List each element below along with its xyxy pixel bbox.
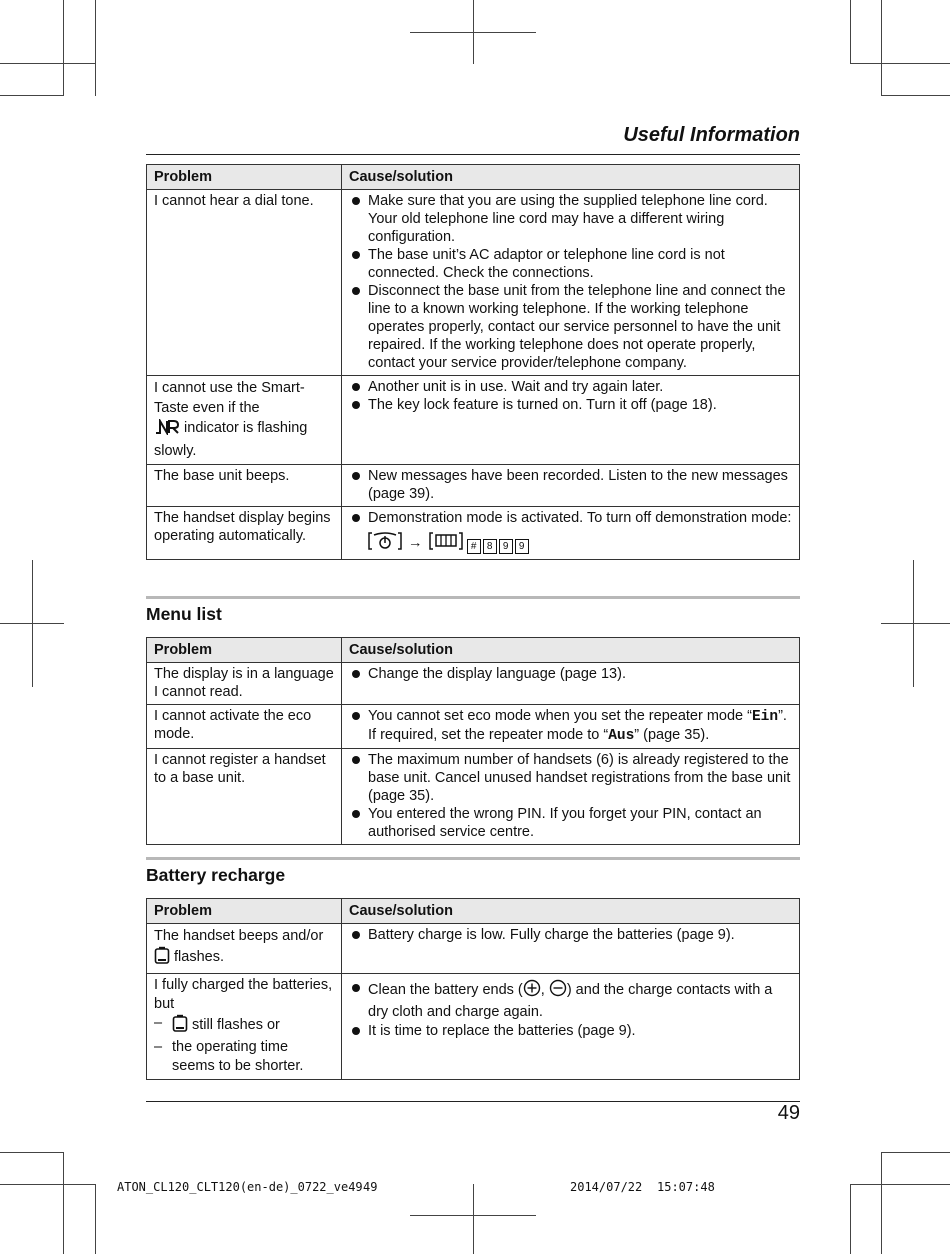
cause-column-header: Cause/solution xyxy=(342,899,800,924)
table-row xyxy=(147,507,800,560)
cause-item: New messages have been recorded. Listen to the new messages (page 39). xyxy=(349,467,792,503)
cause-item: Clean the battery ends ( , ) and the charge contacts with a dry cloth and charge again. xyxy=(349,979,792,1022)
cause-item: Battery charge is low. Fully charge the batteries (page 9). xyxy=(349,926,792,944)
cause-text: ” (page 35). xyxy=(634,727,710,743)
print-time: 15:07:48 xyxy=(657,1180,715,1194)
problem-sub-item: – the operating time seems to be shorter. xyxy=(154,1039,304,1074)
battery-recharge-title: Battery recharge xyxy=(146,865,286,885)
problem-cell: I cannot activate the eco mode. xyxy=(147,705,342,749)
table-row xyxy=(147,974,800,1080)
problem-cell: I cannot hear a dial tone. xyxy=(147,190,342,376)
battery-icon xyxy=(172,1014,188,1038)
cause-item: It is time to replace the batteries (page 9). xyxy=(349,1022,792,1040)
power-key-icon xyxy=(368,531,402,556)
cause-item: Change the display language (page 13). xyxy=(349,665,792,683)
troubleshooting-table-menu xyxy=(146,637,800,845)
repeater-mode-value: Ein xyxy=(751,709,779,725)
cause-text: ”. If required, set the repeater mode to “ xyxy=(368,708,787,743)
cause-column-header: Cause/solution xyxy=(342,638,800,663)
table-row xyxy=(147,705,800,749)
section-divider xyxy=(146,857,800,860)
cause-cell xyxy=(342,705,800,749)
minus-terminal-icon xyxy=(549,979,567,1003)
key-8: 8 xyxy=(483,539,497,554)
cause-item xyxy=(349,707,792,745)
header-rule xyxy=(146,154,800,155)
troubleshooting-table-battery xyxy=(146,898,800,1080)
cause-cell xyxy=(342,190,800,376)
problem-cell: The base unit beeps. xyxy=(147,465,342,507)
problem-sub-item: – still flashes or xyxy=(154,1014,334,1038)
cause-cell xyxy=(342,507,800,560)
cause-text: Demonstration mode is activated. To turn off demonstration mode: xyxy=(368,510,792,526)
problem-text: I fully charged the batteries, but xyxy=(154,977,333,1012)
cause-item: The base unit’s AC adaptor or telephone line cord is not connected. Check the connections. xyxy=(349,246,792,282)
problem-cell xyxy=(147,974,342,1080)
problem-column-header: Problem xyxy=(147,899,342,924)
table-row xyxy=(147,376,800,465)
page-number: 49 xyxy=(777,1102,800,1124)
cause-text: You cannot set eco mode when you set the repeater mode “ xyxy=(368,708,752,724)
cause-item: Another unit is in use. Wait and try again later. xyxy=(349,378,792,396)
table-row xyxy=(147,749,800,845)
table-row xyxy=(147,924,800,974)
repeater-mode-value: Aus xyxy=(608,728,635,744)
troubleshooting-table-general xyxy=(146,164,800,560)
problem-text: flashes. xyxy=(174,949,225,965)
intercom-nr-icon xyxy=(154,419,180,441)
problem-cell: The display is in a language I cannot read. xyxy=(147,663,342,705)
key-sequence xyxy=(368,531,531,556)
menu-key-icon xyxy=(429,531,463,556)
plus-terminal-icon xyxy=(523,979,541,1003)
cause-item: Disconnect the base unit from the telephone line and connect the line to a known working telephone. If the working telephone operates properly, contact our service personnel to have the unit repaired. If the working telephone does not operate properly, contact your service provider/telephone company. xyxy=(349,282,792,372)
key-hash: # xyxy=(467,539,481,554)
print-file-id: ATON_CL120_CLT120(en-de)_0722_ve49 xyxy=(117,1180,363,1194)
cause-item: You entered the wrong PIN. If you forget your PIN, contact an authorised service centre. xyxy=(349,805,792,841)
key-9: 9 xyxy=(515,539,529,554)
cause-cell xyxy=(342,465,800,507)
problem-cell: The handset display begins operating automatically. xyxy=(147,507,342,560)
menu-list-title: Menu list xyxy=(146,604,222,624)
problem-cell xyxy=(147,376,342,465)
problem-text: The handset beeps and/or xyxy=(154,928,324,944)
section-header: Useful Information xyxy=(623,124,800,146)
problem-cell xyxy=(147,924,342,974)
cause-cell xyxy=(342,376,800,465)
problem-column-header: Problem xyxy=(147,638,342,663)
cause-cell xyxy=(342,924,800,974)
cause-item xyxy=(349,509,792,556)
section-divider xyxy=(146,596,800,599)
arrow-right-icon: → xyxy=(408,535,423,551)
cause-item: The key lock feature is turned on. Turn it off (page 18). xyxy=(349,396,792,414)
problem-cell: I cannot register a handset to a base unit. xyxy=(147,749,342,845)
table-header-row xyxy=(147,638,800,663)
table-row xyxy=(147,190,800,376)
table-row xyxy=(147,465,800,507)
table-header-row xyxy=(147,899,800,924)
battery-icon xyxy=(154,946,170,970)
cause-item: Make sure that you are using the supplied telephone line cord. Your old telephone line cord may have a different wiring configuration. xyxy=(349,192,792,246)
cause-column-header: Cause/solution xyxy=(342,165,800,190)
print-date: 2014/07/22 xyxy=(570,1180,643,1194)
key-9: 9 xyxy=(499,539,513,554)
cause-item: The maximum number of handsets (6) is already registered to the base unit. Cancel unused handset registrations from the base unit (page 35). xyxy=(349,751,792,805)
problem-column-header: Problem xyxy=(147,165,342,190)
cause-cell xyxy=(342,663,800,705)
problem-text: indicator is flashing slowly. xyxy=(154,420,308,459)
table-row xyxy=(147,663,800,705)
cause-cell xyxy=(342,974,800,1080)
table-header-row xyxy=(147,165,800,190)
cause-cell xyxy=(342,749,800,845)
print-file-page: 49 xyxy=(363,1180,378,1194)
problem-text: I cannot use the Smart-Taste even if the xyxy=(154,380,305,416)
